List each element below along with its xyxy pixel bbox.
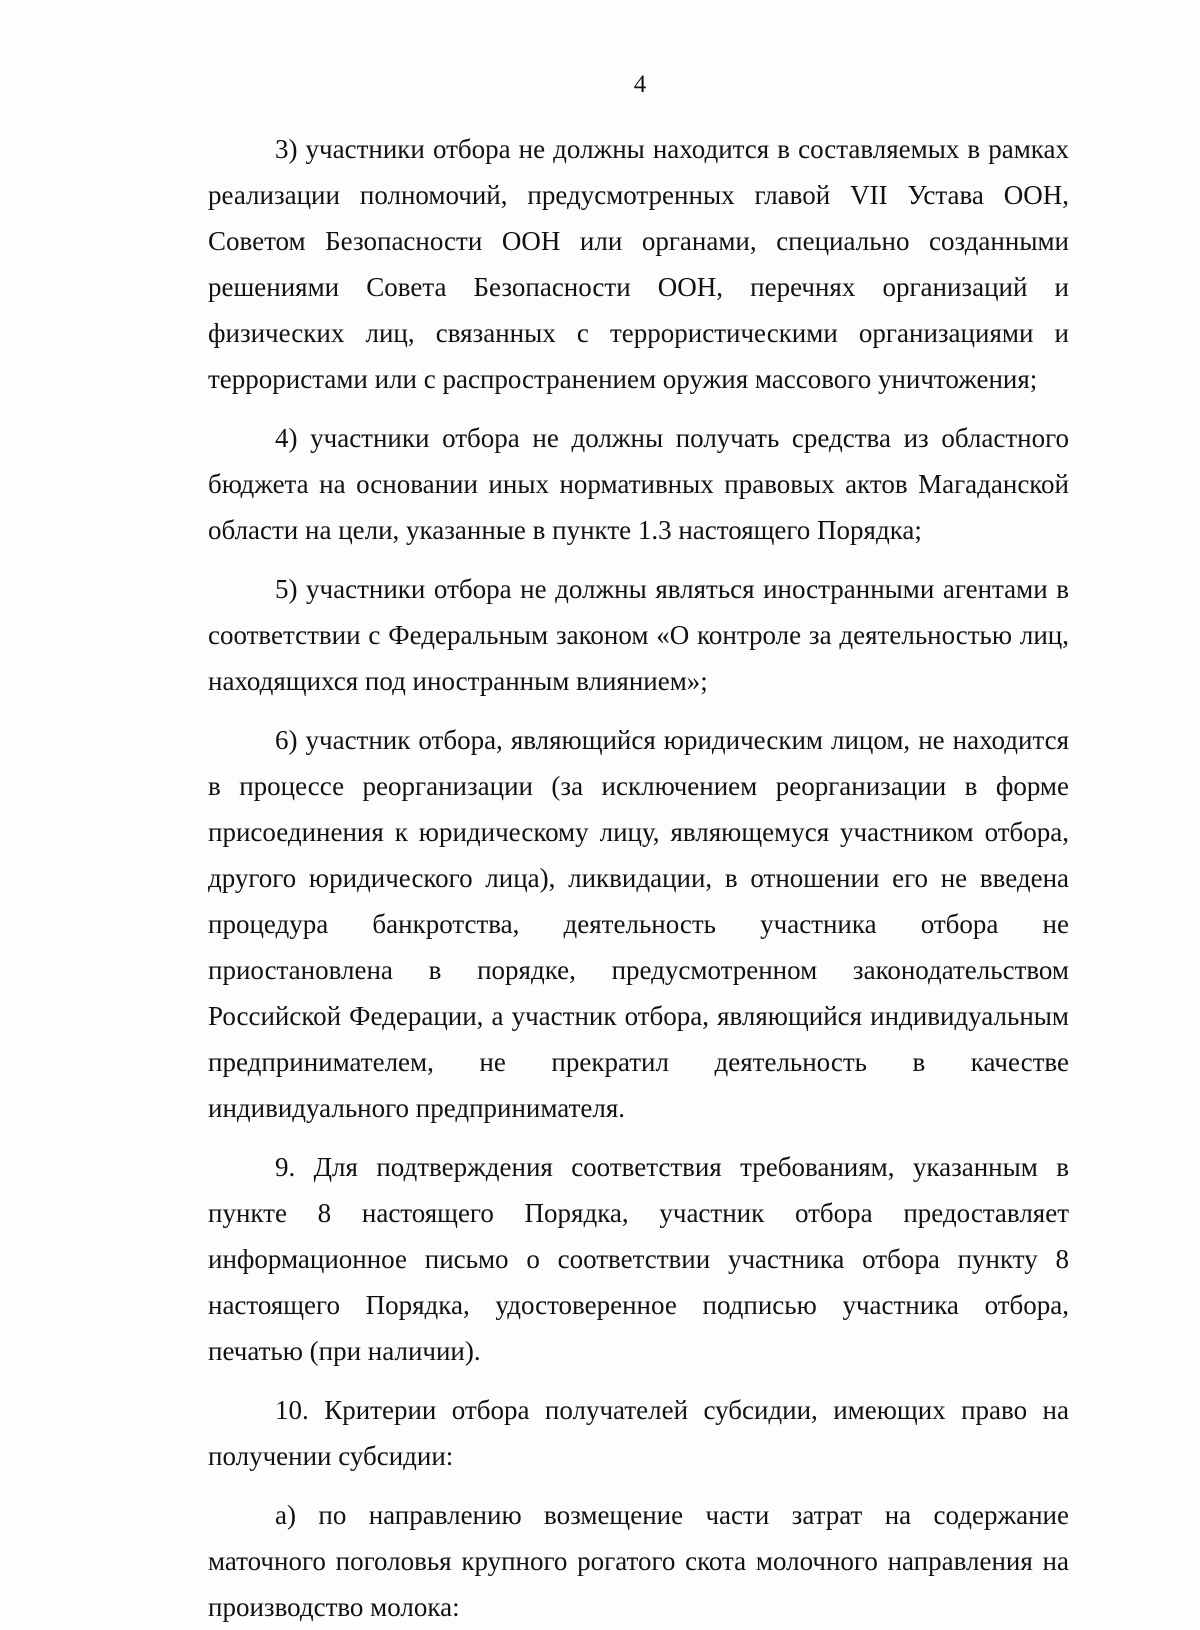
paragraph-item-4: 4) участники отбора не должны получать средства из областного бюджета на основании иных нормативных правовых актов Магаданской области на цели, указанные в пункте 1.3 настоящего Порядка; (208, 423, 1069, 545)
paragraph-item-5: 5) участники отбора не должны являться иностранными агентами в соответствии с Федеральным законом «О контроле за деятельностью лиц, находящихся под иностранным влиянием»; (208, 574, 1069, 696)
document-body (208, 126, 1069, 1630)
paragraph-section-9: 9. Для подтверждения соответствия требованиям, указанным в пункте 8 настоящего Порядка, участник отбора предоставляет информационное письмо о соответствии участника отбора пункту 8 настоящего Порядка, удостоверенное подписью участника отбора, печатью (при наличии). (208, 1152, 1069, 1366)
page-number: 4 (633, 71, 647, 98)
paragraph-item-a: а) по направлению возмещение части затрат на содержание маточного поголовья крупного рогатого скота молочного направления на производство молока: (208, 1500, 1069, 1622)
paragraph-section-10: 10. Критерии отбора получателей субсидии, имеющих право на получении субсидии: (208, 1395, 1069, 1471)
paragraph-item-3: 3) участники отбора не должны находится в составляемых в рамках реализации полномочий, предусмотренных главой VII Устава ООН, Советом Безопасности ООН или органами, специально созданными решениями Совета Безопасности ООН, перечнях организаций и физических лиц, связанных с террористическими организациями и террористами или с распространением оружия массового уничтожения; (208, 134, 1069, 394)
paragraph-item-6: 6) участник отбора, являющийся юридическим лицом, не находится в процессе реорганизации (за исключением реорганизации в форме присоединения к юридическому лицу, являющемуся участником отбора, другого юридического лица), ликвидации, в отношении его не введена процедура банкротства, деятельность участника отбора не приостановлена в порядке, предусмотренном законодательством Российской Федерации, а участник отбора, являющийся индивидуальным предпринимателем, не прекратил деятельность в качестве индивидуального предпринимателя. (208, 725, 1069, 1123)
